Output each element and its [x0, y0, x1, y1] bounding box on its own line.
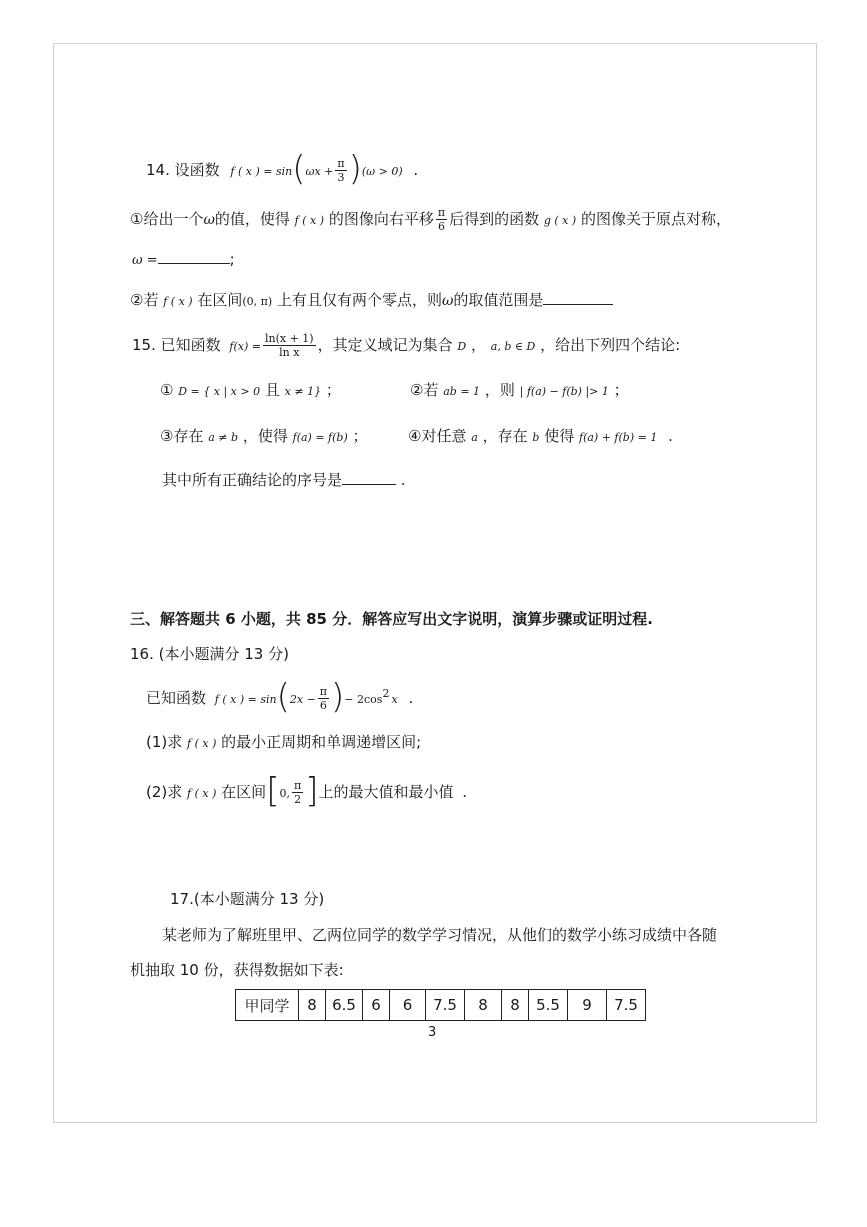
frac-num: π: [337, 157, 345, 170]
q16-fx: f ( x ) = sin: [214, 693, 277, 706]
q14-answer-line: [132, 249, 235, 271]
q14-statement: [146, 148, 419, 189]
c4-b: ，存在: [482, 427, 528, 445]
score-cell: 9: [568, 990, 607, 1021]
q15-conclusion-2: [410, 380, 629, 402]
q14-end: .: [413, 161, 419, 179]
c1-c: x ≠ 1}: [284, 385, 322, 398]
frac-num: π: [319, 685, 328, 698]
row-label: 甲同学: [236, 990, 299, 1021]
paren-left: (: [292, 148, 306, 189]
c3-expr: a ≠ b: [208, 431, 239, 444]
q14-p1-e: 的图像关于原点对称，: [580, 210, 731, 228]
q14-p2-fx: f ( x ): [163, 295, 193, 308]
c1-a: ①: [160, 381, 174, 399]
q17-head: [170, 889, 324, 909]
q16-p2-a: (2)求: [146, 783, 183, 801]
q17-text2: 机抽取 10 份，获得数据如下表:: [130, 961, 344, 979]
q14-semicolon: ;: [229, 250, 235, 268]
q15-ask: [162, 470, 406, 490]
q16-head-text: 16. (本小题满分 13 分): [130, 645, 289, 663]
q15-lead: 15. 已知函数: [132, 336, 221, 354]
q14-p1-a: ①给出一个: [130, 210, 204, 228]
paren-right: ): [331, 676, 345, 717]
c3-eq: f(a) = f(b): [292, 431, 348, 444]
q14-p2-d: 的取值范围是: [453, 291, 544, 309]
omega-symbol: ω: [203, 212, 215, 228]
q16-x: x: [391, 693, 398, 706]
q15-fx: f(x) =: [229, 340, 261, 353]
q14-p2-c: 上有且仅有两个零点，则: [276, 291, 442, 309]
q14-omega-eq: ω =: [132, 253, 158, 268]
score-cell: 6: [363, 990, 390, 1021]
frac-num: π: [437, 206, 446, 219]
frac-den: ln x: [279, 346, 300, 359]
c4-c: 使得: [544, 427, 575, 445]
c2-c: ；: [613, 381, 629, 399]
score-cell: 6: [390, 990, 426, 1021]
score-table: [235, 989, 646, 1021]
c3-c: ；: [352, 427, 368, 445]
frac-den: 2: [294, 793, 302, 806]
q15-statement: [132, 332, 680, 359]
q16-square: 2: [382, 687, 390, 700]
q15-ab: a, b ∈ D: [490, 340, 536, 353]
frac-den: 6: [437, 220, 445, 233]
score-cell: 6.5: [326, 990, 363, 1021]
c2-expr: | f(a) − f(b) |> 1: [519, 385, 609, 398]
q17-head-text: 17.(本小题满分 13 分): [170, 890, 325, 908]
q14-cond: (ω > 0): [361, 165, 403, 178]
frac-den: 6: [319, 699, 327, 712]
q16-p1-a: (1)求: [146, 733, 183, 751]
q16-p2-fx: f ( x ): [187, 787, 217, 800]
q15-D: D: [457, 340, 467, 353]
q14-p2-a: ②若: [130, 291, 159, 309]
q14-part1: [130, 206, 731, 233]
q16-p2-b: 在区间: [221, 783, 267, 801]
answer-blank[interactable]: [543, 290, 613, 305]
q14-inner: ωx +: [305, 165, 334, 178]
q14-p1-b: 的值，使得: [214, 210, 290, 228]
frac-num: ln(x + 1): [264, 332, 314, 345]
omega-symbol: ω: [442, 293, 454, 309]
q15-b: ，: [471, 336, 487, 354]
q15-a: ，其定义域记为集合: [317, 336, 453, 354]
q15-conclusion-4: [408, 426, 673, 448]
bracket-right: ]: [305, 770, 319, 811]
q15-conclusion-1: [160, 380, 341, 402]
table-row: [236, 990, 646, 1021]
q16-p1-b: 的最小正周期和单调递增区间;: [221, 733, 422, 751]
q14-p1-c: 的图像向右平移: [328, 210, 434, 228]
q16-p2-c: 上的最大值和最小值: [318, 783, 454, 801]
score-cell: 8: [465, 990, 502, 1021]
q16-frac-pi-2: [292, 779, 303, 806]
q16-part1: [146, 732, 421, 754]
c1-set: D = { x | x > 0: [178, 385, 261, 398]
c4-d: .: [668, 427, 673, 445]
q16-frac-pi-6: [318, 685, 329, 712]
bracket-left: [: [266, 770, 280, 811]
answer-blank[interactable]: [342, 470, 396, 485]
score-cell: 8: [299, 990, 326, 1021]
q14-fx: f ( x ) = sin: [230, 165, 293, 178]
q16-tail: − 2cos: [344, 693, 383, 706]
frac-den: 3: [337, 171, 345, 184]
score-cell: 5.5: [529, 990, 568, 1021]
score-cell: 8: [502, 990, 529, 1021]
q16-p2-end: .: [462, 783, 468, 801]
c3-a: ③存在: [160, 427, 204, 445]
q14-frac-pi-6: [436, 206, 447, 233]
frac-num: π: [293, 779, 302, 792]
q14-frac-pi-3: [335, 157, 346, 184]
q14-p1-d: 后得到的函数: [449, 210, 540, 228]
q16-p1-fx: f ( x ): [187, 737, 217, 750]
section-title: [130, 609, 653, 629]
q17-text-1: [162, 925, 717, 945]
q17-text-2: [130, 960, 344, 980]
score-cell: 7.5: [426, 990, 465, 1021]
c2-b: ，则: [484, 381, 515, 399]
q14-part2: [130, 290, 613, 312]
q15-frac: [263, 332, 316, 359]
q16-given: [146, 676, 414, 717]
c4-a: ④对任意: [408, 427, 467, 445]
exam-page: [53, 43, 817, 1123]
score-cell: 7.5: [607, 990, 646, 1021]
q16-end: .: [408, 689, 414, 707]
q14-p2-b: 在区间: [197, 291, 243, 309]
q14-p1-fx: f ( x ): [294, 214, 325, 227]
q16-head: [130, 644, 289, 664]
c4-eq: f(a) + f(b) = 1: [579, 431, 658, 444]
page-number: 3: [428, 1025, 437, 1040]
q16-iv-a: 0,: [279, 787, 290, 800]
q14-p1-gx: g ( x ): [543, 214, 577, 227]
c4-y: b: [532, 431, 540, 444]
q16-given-text: 已知函数: [146, 689, 207, 707]
q15-c: ，给出下列四个结论:: [540, 336, 681, 354]
q15-ask-text: 其中所有正确结论的序号是: [162, 471, 343, 489]
section-title-text: 三、解答题共 6 小题，共 85 分．解答应写出文字说明，演算步骤或证明过程.: [130, 610, 653, 628]
answer-blank[interactable]: [158, 249, 230, 264]
c1-d: ；: [325, 381, 341, 399]
c3-b: ，使得: [242, 427, 288, 445]
q16-part2: [146, 770, 468, 811]
q14-p2-interval: (0, π): [242, 295, 273, 308]
q16-inner: 2x −: [289, 693, 316, 706]
q17-text1: 某老师为了解班里甲、乙两位同学的数学学习情况，从他们的数学小练习成绩中各随: [162, 926, 718, 944]
c2-ab: ab = 1: [443, 385, 481, 398]
q14-lead: 14. 设函数: [146, 161, 220, 179]
c1-b: 且: [264, 381, 280, 399]
paren-left: (: [276, 676, 290, 717]
q15-ask-end: .: [400, 471, 406, 489]
c2-a: ②若: [410, 381, 439, 399]
c4-x: a: [471, 431, 478, 444]
paren-right: ): [348, 148, 362, 189]
q15-conclusion-3: [160, 426, 368, 448]
